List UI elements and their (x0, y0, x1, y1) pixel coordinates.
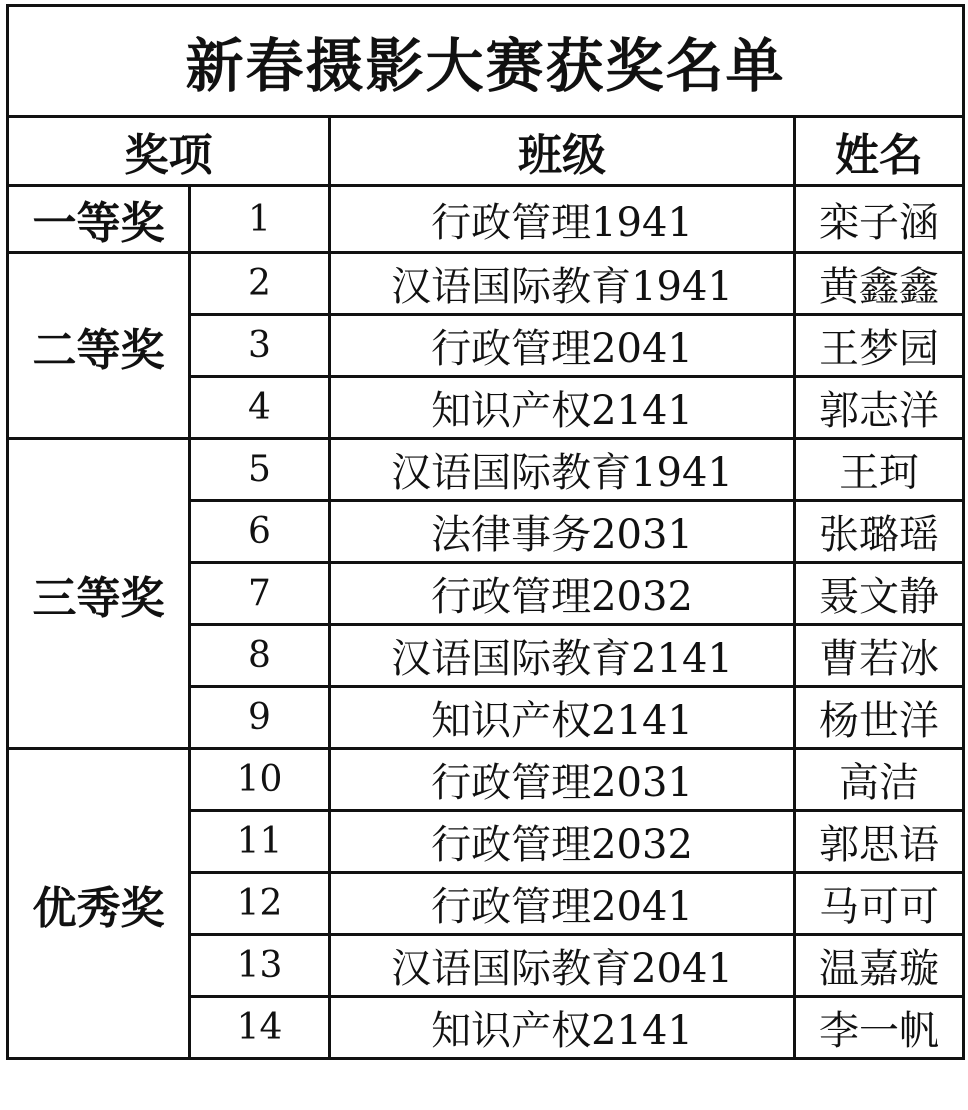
award-level-excellence: 优秀奖 (8, 749, 190, 1059)
class-cell: 行政管理2032 (330, 563, 795, 625)
row-number: 5 (190, 439, 330, 501)
class-cell: 行政管理2031 (330, 749, 795, 811)
winner-name: 栾子涵 (795, 186, 964, 253)
row-number: 13 (190, 935, 330, 997)
class-cell: 汉语国际教育1941 (330, 253, 795, 315)
award-level-third: 三等奖 (8, 439, 190, 749)
class-cell: 行政管理1941 (330, 186, 795, 253)
row-number: 1 (190, 186, 330, 253)
class-cell: 知识产权2141 (330, 377, 795, 439)
winner-name: 高洁 (795, 749, 964, 811)
class-cell: 行政管理2041 (330, 315, 795, 377)
row-number: 4 (190, 377, 330, 439)
row-number: 8 (190, 625, 330, 687)
title-row (8, 6, 964, 117)
row-number: 10 (190, 749, 330, 811)
row-number: 11 (190, 811, 330, 873)
winner-name: 曹若冰 (795, 625, 964, 687)
class-cell: 行政管理2041 (330, 873, 795, 935)
winner-name: 郭思语 (795, 811, 964, 873)
class-cell: 知识产权2141 (330, 687, 795, 749)
table-row (8, 253, 964, 315)
table-title: 新春摄影大赛获奖名单 (8, 6, 964, 117)
header-row (8, 117, 964, 186)
header-name: 姓名 (795, 117, 964, 186)
row-number: 2 (190, 253, 330, 315)
class-cell: 汉语国际教育2141 (330, 625, 795, 687)
row-number: 7 (190, 563, 330, 625)
header-award: 奖项 (8, 117, 330, 186)
winner-name: 张璐瑶 (795, 501, 964, 563)
row-number: 12 (190, 873, 330, 935)
class-cell: 行政管理2032 (330, 811, 795, 873)
award-level-second: 二等奖 (8, 253, 190, 439)
winner-name: 杨世洋 (795, 687, 964, 749)
winner-name: 王梦园 (795, 315, 964, 377)
table-row (8, 439, 964, 501)
award-level-first: 一等奖 (8, 186, 190, 253)
table-row (8, 186, 964, 253)
row-number: 3 (190, 315, 330, 377)
winner-name: 黄鑫鑫 (795, 253, 964, 315)
winner-name: 聂文静 (795, 563, 964, 625)
winner-name: 李一帆 (795, 997, 964, 1059)
winner-name: 王珂 (795, 439, 964, 501)
class-cell: 汉语国际教育1941 (330, 439, 795, 501)
class-cell: 知识产权2141 (330, 997, 795, 1059)
winner-name: 马可可 (795, 873, 964, 935)
header-class: 班级 (330, 117, 795, 186)
class-cell: 汉语国际教育2041 (330, 935, 795, 997)
row-number: 14 (190, 997, 330, 1059)
row-number: 9 (190, 687, 330, 749)
award-winners-table (6, 4, 965, 1060)
class-cell: 法律事务2031 (330, 501, 795, 563)
winner-name: 郭志洋 (795, 377, 964, 439)
table-row (8, 749, 964, 811)
row-number: 6 (190, 501, 330, 563)
winner-name: 温嘉璇 (795, 935, 964, 997)
